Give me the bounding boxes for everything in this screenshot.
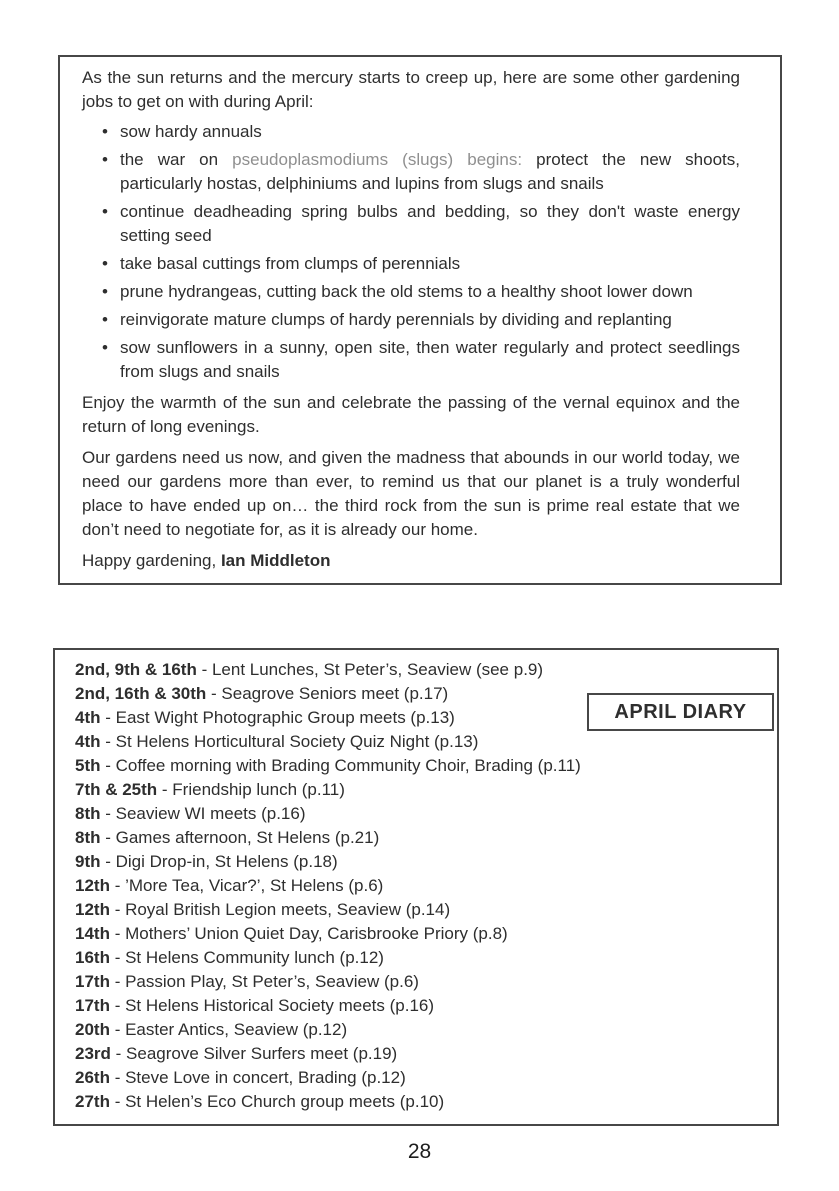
- vernal-equinox-paragraph: Enjoy the warmth of the sun and celebrate the passing of the vernal equinox and the return of long evenings.: [82, 393, 740, 436]
- intro-paragraph: As the sun returns and the mercury starts to creep up, here are some other gardening jobs to get on with during April:: [82, 68, 740, 111]
- diary-entry-date: 8th: [75, 828, 101, 847]
- diary-entry: [75, 802, 765, 826]
- bullet-text: reinvigorate mature clumps of hardy perennials by dividing and replanting: [120, 310, 672, 329]
- gardening-bullets: [82, 120, 740, 384]
- bullet-item: [120, 308, 740, 332]
- diary-entry: [75, 850, 765, 874]
- diary-entry-desc: - Seagrove Silver Surfers meet (p.19): [110, 1044, 398, 1063]
- diary-entry-desc: - Royal British Legion meets, Seaview (p.14): [109, 900, 451, 919]
- diary-entry-desc: - Digi Drop-in, St Helens (p.18): [100, 852, 338, 871]
- diary-entry-desc: - Lent Lunches, St Peter’s, Seaview (see p.9): [196, 660, 544, 679]
- diary-entry-date: 23rd: [75, 1044, 111, 1063]
- diary-entry-desc: - East Wight Photographic Group meets (p.13): [100, 708, 455, 727]
- diary-entry-date: 7th & 25th: [75, 780, 158, 799]
- signoff: [82, 549, 740, 573]
- diary-entry: [75, 1090, 765, 1114]
- diary-entry-desc: - St Helens Community lunch (p.12): [109, 948, 384, 967]
- diary-entry-date: 5th: [75, 756, 101, 775]
- muted-term: pseudoplasmodiums (slugs) begins:: [232, 150, 537, 169]
- diary-entry-desc: - Steve Love in concert, Brading (p.12): [109, 1068, 406, 1087]
- bullet-text: prune hydrangeas, cutting back the old stems to a healthy shoot lower down: [120, 282, 693, 301]
- diary-entry-desc: - ’More Tea, Vicar?’, St Helens (p.6): [109, 876, 384, 895]
- diary-entry-desc: - Seagrove Seniors meet (p.17): [206, 684, 449, 703]
- diary-entry-date: 8th: [75, 804, 101, 823]
- diary-entry: [75, 874, 765, 898]
- april-diary-badge: [587, 693, 774, 731]
- diary-entry-date: 14th: [75, 924, 110, 943]
- page-number: 28: [407, 1140, 432, 1163]
- bullet-item: [120, 280, 740, 304]
- diary-entry-desc: - Passion Play, St Peter’s, Seaview (p.6): [109, 972, 419, 991]
- diary-entry-date: 27th: [75, 1092, 110, 1111]
- bullet-text: sow hardy annuals: [120, 122, 262, 141]
- gardens-reflection-paragraph: Our gardens need us now, and given the madness that abounds in our world today, we need our gardens more than ever, to remind us that our planet is a truly wonderful place to have ended up on… the third rock from the sun is prime real estate that we don’t need to negotiate for, as it is already our home.: [82, 448, 740, 539]
- diary-entry-date: 26th: [75, 1068, 110, 1087]
- diary-entry: [75, 826, 765, 850]
- diary-title: APRIL DIARY: [614, 701, 747, 723]
- diary-entry-date: 17th: [75, 996, 110, 1015]
- diary-entry-desc: - Friendship lunch (p.11): [157, 780, 345, 799]
- bullet-item: [120, 120, 740, 144]
- bullet-text: the war on: [120, 150, 233, 169]
- diary-entry: [75, 898, 765, 922]
- bullet-text: take basal cuttings from clumps of perennials: [120, 254, 461, 273]
- diary-entry-date: 12th: [75, 876, 110, 895]
- diary-entry-date: 12th: [75, 900, 110, 919]
- diary-entry-date: 9th: [75, 852, 101, 871]
- diary-entry-date: 17th: [75, 972, 110, 991]
- diary-entry: [75, 754, 765, 778]
- diary-entry-desc: - Easter Antics, Seaview (p.12): [109, 1020, 348, 1039]
- diary-entry-date: 2nd, 16th & 30th: [75, 684, 207, 703]
- author-name: Ian Middleton: [220, 551, 331, 570]
- diary-entry: [75, 970, 765, 994]
- bullet-text: sow sunflowers in a sunny, open site, then water regularly and protect seedlings from slugs and snails: [120, 338, 740, 381]
- diary-entry: [75, 946, 765, 970]
- diary-entry: [75, 994, 765, 1018]
- bullet-text: continue deadheading spring bulbs and bedding, so they don't waste energy setting seed: [120, 202, 740, 245]
- bullet-text: protect the new shoots, particularly hostas, delphiniums and lupins from slugs and snails: [120, 150, 740, 193]
- bullet-item: [120, 336, 740, 384]
- bullet-item: [120, 252, 740, 276]
- diary-entry-desc: - St Helen’s Eco Church group meets (p.10): [109, 1092, 445, 1111]
- diary-entry-desc: - Coffee morning with Brading Community Choir, Brading (p.11): [100, 756, 581, 775]
- diary-entry-date: 4th: [75, 732, 101, 751]
- diary-entry-desc: - St Helens Historical Society meets (p.16): [109, 996, 435, 1015]
- diary-entry: [75, 778, 765, 802]
- diary-box: [53, 648, 779, 1126]
- diary-entry: [75, 658, 765, 682]
- diary-entry-date: 20th: [75, 1020, 110, 1039]
- diary-entry-desc: - St Helens Horticultural Society Quiz Night (p.13): [100, 732, 479, 751]
- diary-entry: [75, 730, 765, 754]
- gardening-box: [58, 55, 782, 585]
- diary-entry: [75, 1042, 765, 1066]
- signoff-text: Happy gardening,: [82, 551, 221, 570]
- diary-entry-date: 2nd, 9th & 16th: [75, 660, 197, 679]
- diary-entry-date: 16th: [75, 948, 110, 967]
- diary-entry-desc: - Mothers’ Union Quiet Day, Carisbrooke Priory (p.8): [109, 924, 508, 943]
- diary-entry-desc: - Seaview WI meets (p.16): [100, 804, 306, 823]
- diary-entry: [75, 1066, 765, 1090]
- diary-entry-date: 4th: [75, 708, 101, 727]
- diary-entry: [75, 922, 765, 946]
- bullet-item: [120, 200, 740, 248]
- diary-entry-desc: - Games afternoon, St Helens (p.21): [100, 828, 380, 847]
- bullet-item: [120, 148, 740, 196]
- diary-entry: [75, 1018, 765, 1042]
